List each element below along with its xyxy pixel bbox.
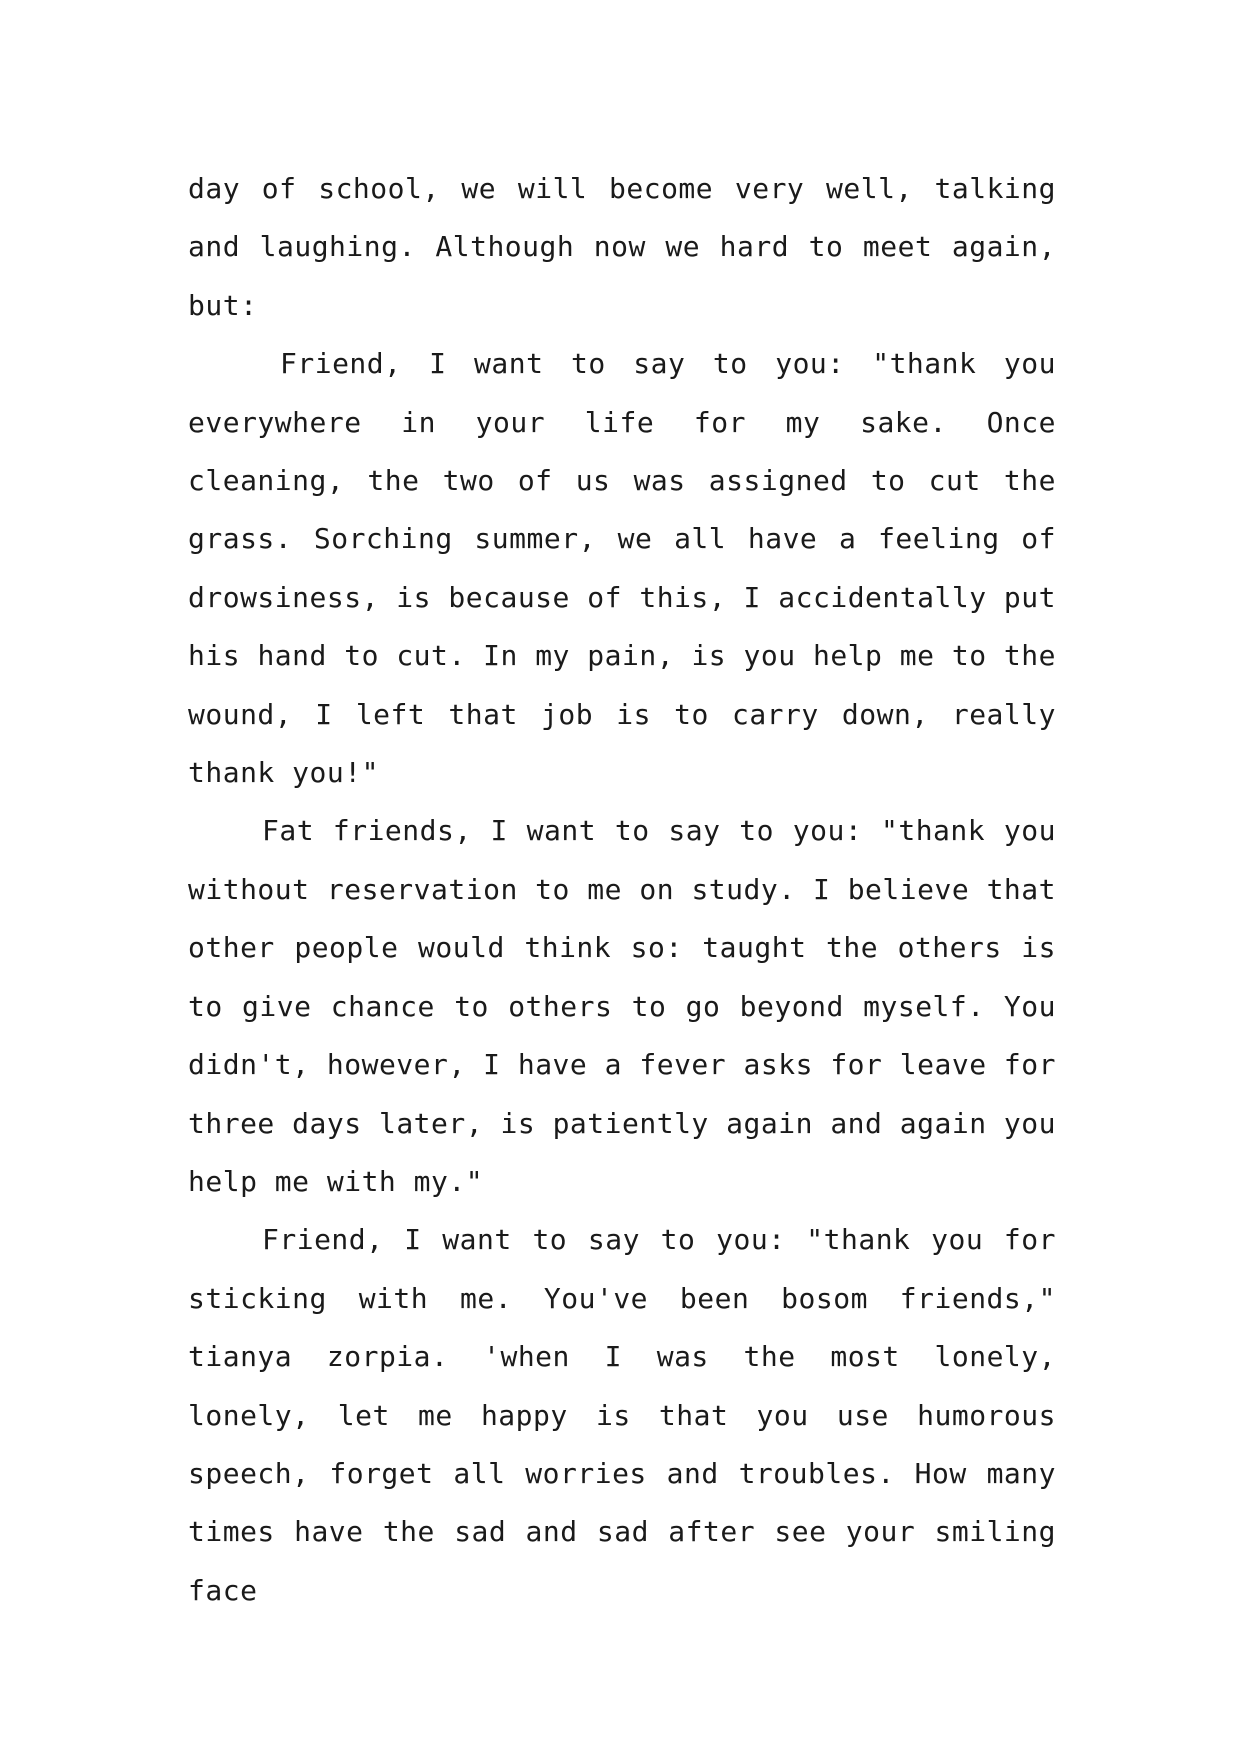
- paragraph-1: day of school, we will become very well, talking and laughing. Although now we hard to meet again, but:: [188, 172, 1056, 322]
- paragraph-4: Friend, I want to say to you: "thank you for sticking with me. You've been bosom friends," tianya zorpia. 'when I was the most lonely, lonely, let me happy is that you use humorous speech, forget all worries and troubles. How many times have the sad and sad after see your smiling face: [188, 1223, 1056, 1607]
- paragraph-2: Friend, I want to say to you: "thank you everywhere in your life for my sake. Once cleaning, the two of us was assigned to cut the grass. Sorching summer, we all have a feeling of drowsiness, is because of this, I accidentally put his hand to cut. In my pain, is you help me to the wound, I left that job is to carry down, really thank you!": [188, 347, 1056, 790]
- paragraph-3: Fat friends, I want to say to you: "thank you without reservation to me on study. I believe that other people would think so: taught the others is to give chance to others to go beyond myself. You didn't, however, I have a fever asks for leave for three days later, is patiently again and again you help me with my.": [188, 814, 1056, 1198]
- body-text: [188, 160, 1056, 1620]
